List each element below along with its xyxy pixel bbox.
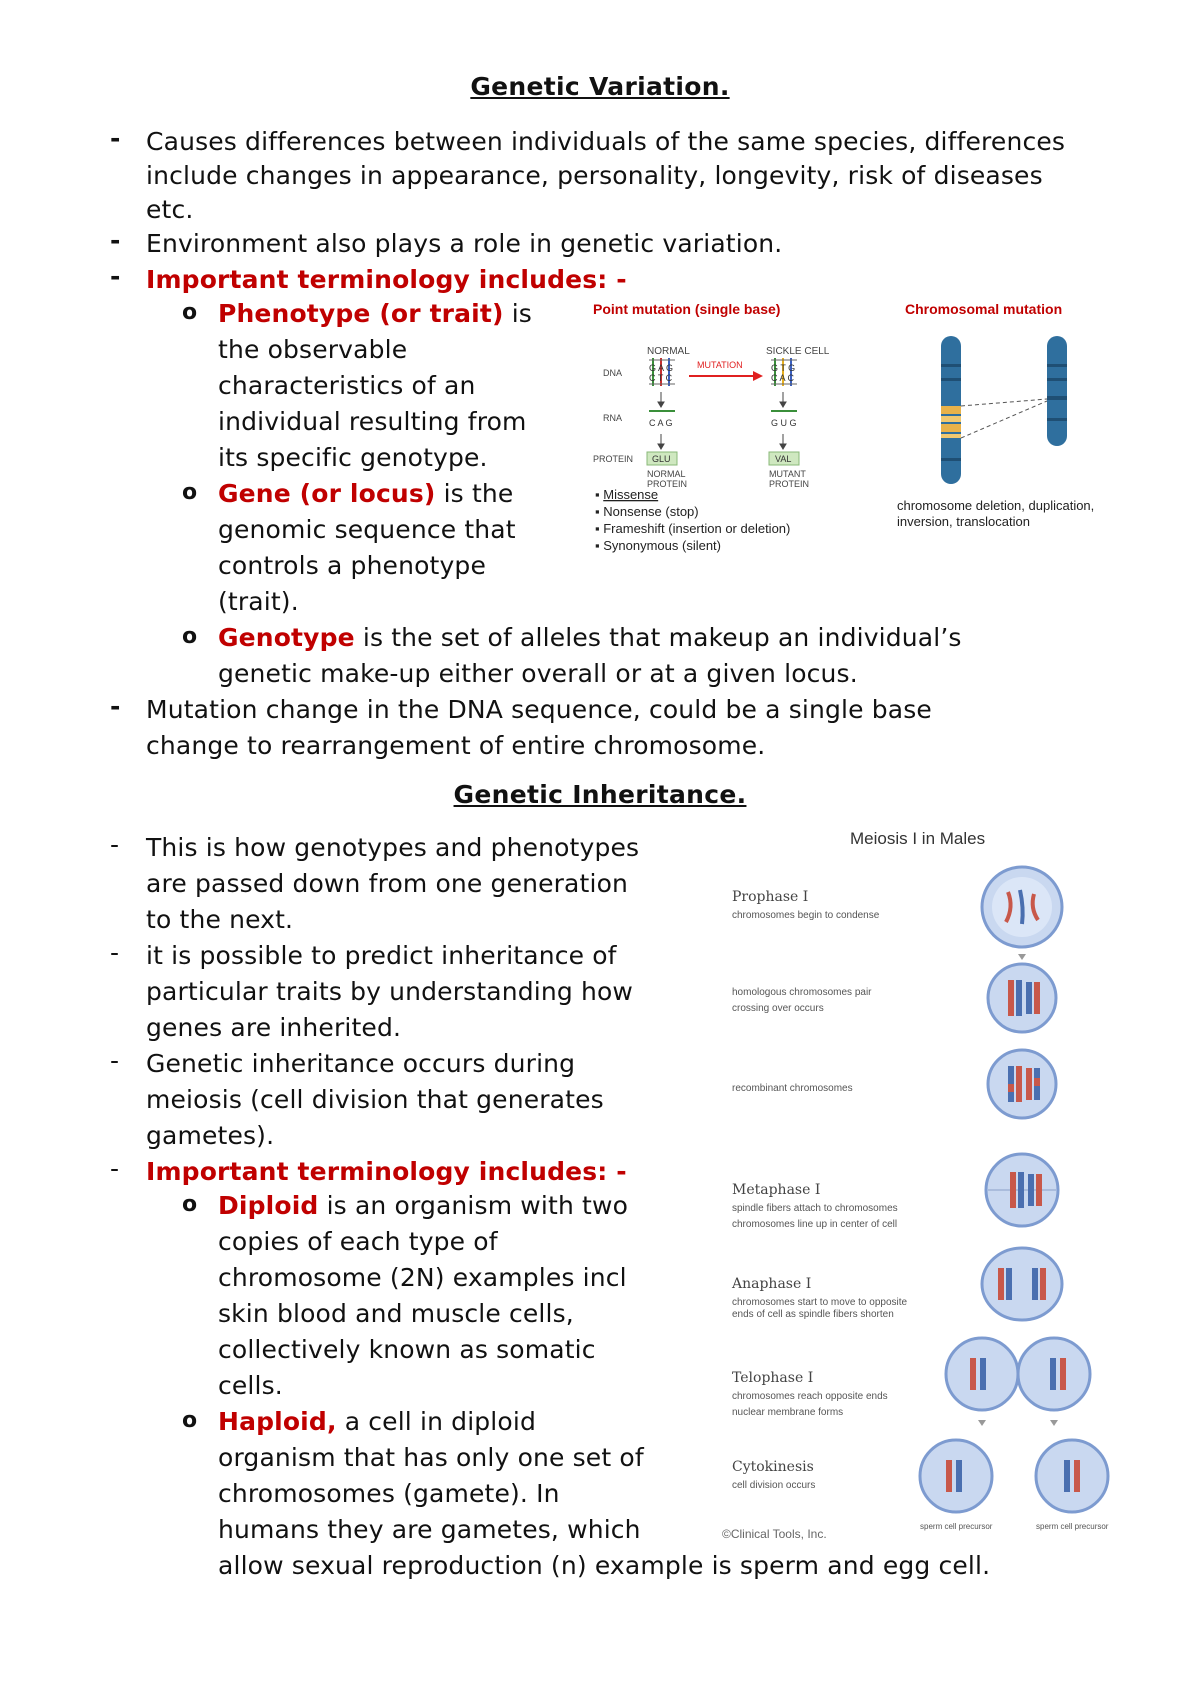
stage-description: chromosomes reach opposite ends [732, 1391, 888, 1402]
glu-label: GLU [652, 454, 671, 464]
definition-text: is an organism with two [318, 1191, 629, 1220]
paragraph-line: Environment also plays a role in genetic variation. [146, 229, 783, 258]
sub-bullet: o [182, 624, 198, 649]
bullet-dash: - [110, 124, 121, 153]
mutant-protein-label: PROTEIN [769, 479, 810, 489]
paragraph-line: meiosis (cell division that generates [146, 1085, 604, 1114]
paragraph-line: change to rearrangement of entire chromosome. [146, 731, 766, 760]
definition-line: skin blood and muscle cells, [218, 1299, 574, 1328]
dna-normal-top-strand: G A G [649, 363, 674, 373]
stage-description: chromosomes begin to condense [732, 910, 880, 921]
definition-first-line [218, 620, 962, 655]
definition-text: is the set of alleles that makeup an individual’s [354, 623, 962, 652]
definition-line: genomic sequence that [218, 515, 516, 544]
normal-protein-label: NORMAL [647, 469, 686, 479]
val-label: VAL [775, 454, 792, 464]
bullet-dash: - [110, 938, 120, 967]
rna-normal: C A G [649, 418, 673, 428]
definition-line: characteristics of an [218, 371, 476, 400]
stage-name: Prophase I [732, 889, 809, 905]
normal-label: NORMAL [647, 346, 690, 357]
definition-line: chromosome (2N) examples incl [218, 1263, 627, 1292]
paragraph-line: Mutation change in the DNA sequence, could be a single base [146, 695, 932, 724]
chromosome-right [1047, 336, 1067, 446]
deletion-guide-lines [961, 399, 1047, 438]
paragraph-line: are passed down from one generation [146, 869, 629, 898]
stage-description: nuclear membrane forms [732, 1407, 844, 1418]
mutation-arrow-icon [689, 371, 763, 381]
definition-first-line [218, 296, 532, 331]
stage-description: crossing over occurs [732, 1003, 824, 1014]
term-phenotype: Phenotype (or trait) [218, 299, 504, 328]
point-mutation-title: Point mutation (single base) [593, 301, 781, 317]
term-gene: Gene (or locus) [218, 479, 436, 508]
term-haploid: Haploid, [218, 1407, 337, 1436]
definition-first-line [218, 1404, 536, 1439]
stage-description: ends of cell as spindle fibers shorten [732, 1309, 894, 1320]
mutation-type-item: ▪ Frameshift (insertion or deletion) [595, 521, 791, 536]
sub-bullet: o [182, 480, 198, 505]
definition-line: the observable [218, 335, 408, 364]
down-arrow-icon [658, 392, 786, 449]
chromosomal-caption: inversion, translocation [897, 514, 1030, 529]
cell-sperm-precursor-left [920, 1440, 992, 1512]
stage-description: recombinant chromosomes [732, 1083, 853, 1094]
bullet-dash: - [110, 830, 120, 859]
bullet-dash: - [110, 1154, 120, 1183]
sperm-precursor-label: sperm cell precursor [920, 1522, 993, 1531]
cell-anaphase-graphic [982, 1248, 1062, 1320]
meiosis-title: Meiosis I in Males [850, 829, 986, 848]
term-genotype: Genotype [218, 623, 355, 652]
definition-line: humans they are gametes, which [218, 1515, 641, 1544]
row-label-dna: DNA [603, 368, 623, 378]
chromosomal-caption: chromosome deletion, duplication, [897, 498, 1095, 513]
row-label-rna: RNA [603, 413, 623, 423]
stage-description: chromosomes start to move to opposite [732, 1297, 908, 1308]
stage-name: Cytokinesis [732, 1459, 814, 1475]
definition-line: genetic make-up either overall or at a given locus. [218, 659, 858, 688]
definition-line: controls a phenotype [218, 551, 486, 580]
section-heading-inheritance: Genetic Inheritance. [453, 780, 747, 809]
terminology-label: Important terminology includes: - [146, 1157, 627, 1186]
definition-line: collectively known as somatic [218, 1335, 596, 1364]
sub-bullet: o [182, 1192, 198, 1217]
normal-protein-label: PROTEIN [647, 479, 688, 489]
stage-description: cell division occurs [732, 1480, 816, 1491]
bullet-dash: - [110, 262, 121, 291]
mutation-type-item: ▪ Synonymous (silent) [595, 538, 722, 553]
stage-name: Telophase I [732, 1370, 814, 1386]
cell-telophase-graphic [946, 1338, 1090, 1410]
paragraph-line: This is how genotypes and phenotypes [146, 833, 640, 862]
definition-line: chromosomes (gamete). In [218, 1479, 560, 1508]
figure-credit: ©Clinical Tools, Inc. [722, 1527, 827, 1541]
paragraph-line: include changes in appearance, personality, longevity, risk of diseases [146, 161, 1043, 190]
row-label-protein: PROTEIN [593, 454, 634, 464]
cell-metaphase-graphic [986, 1154, 1058, 1226]
sickle-cell-label: SICKLE CELL [766, 346, 830, 357]
mutation-arrow-label: MUTATION [697, 360, 743, 370]
down-arrow-icon [1018, 954, 1026, 960]
dna-sickle-top-strand: G T G [771, 363, 796, 373]
dna-normal-bottom-strand: C T C [649, 373, 673, 383]
stage-name: Anaphase I [732, 1276, 812, 1292]
definition-first-line [218, 476, 513, 511]
sub-bullet: o [182, 300, 198, 325]
cell-prophase-graphic [982, 867, 1062, 947]
down-arrow-icon [978, 1420, 1058, 1426]
meiosis-figure [720, 822, 1130, 1542]
section-heading-variation: Genetic Variation. [470, 72, 730, 101]
definition-text: is [503, 299, 532, 328]
paragraph-line: gametes). [146, 1121, 275, 1150]
mutation-type-item: ▪ Missense [595, 487, 659, 502]
stage-description: homologous chromosomes pair [732, 987, 872, 998]
paragraph-line: it is possible to predict inheritance of [146, 941, 617, 970]
bullet-dash: - [110, 226, 121, 255]
paragraph-line: particular traits by understanding how [146, 977, 633, 1006]
definition-line: organism that has only one set of [218, 1443, 644, 1472]
paragraph-line: etc. [146, 195, 194, 224]
mutation-type-item: ▪ Nonsense (stop) [595, 504, 699, 519]
stage-description: chromosomes line up in center of cell [732, 1219, 898, 1230]
mutant-protein-label: MUTANT [769, 469, 806, 479]
mutation-figure [585, 296, 1140, 558]
paragraph-line: Causes differences between individuals of the same species, differences [146, 127, 1066, 156]
definition-line: cells. [218, 1371, 283, 1400]
definition-line: individual resulting from [218, 407, 527, 436]
paragraph-line: to the next. [146, 905, 294, 934]
paragraph-line: genes are inherited. [146, 1013, 402, 1042]
paragraph-line: Genetic inheritance occurs during [146, 1049, 576, 1078]
stage-name: Metaphase I [732, 1182, 821, 1198]
bullet-dash: - [110, 692, 121, 721]
dna-sickle-bottom-strand: C A C [771, 373, 795, 383]
sperm-precursor-label: sperm cell precursor [1036, 1522, 1109, 1531]
term-diploid: Diploid [218, 1191, 319, 1220]
cell-pairing-graphic [988, 964, 1056, 1032]
definition-line: (trait). [218, 587, 299, 616]
definition-first-line [218, 1188, 628, 1223]
definition-line: its specific genotype. [218, 443, 488, 472]
bullet-dash: - [110, 1046, 120, 1075]
rna-sickle: G U G [771, 418, 797, 428]
definition-text: is the [435, 479, 514, 508]
definition-text: a cell in diploid [336, 1407, 536, 1436]
chromosome-left [941, 336, 961, 484]
sub-bullet: o [182, 1408, 198, 1433]
stage-description: spindle fibers attach to chromosomes [732, 1203, 898, 1214]
chromosomal-mutation-title: Chromosomal mutation [905, 301, 1063, 317]
cell-recombinant-graphic [988, 1050, 1056, 1118]
terminology-label: Important terminology includes: - [146, 265, 627, 294]
definition-line: copies of each type of [218, 1227, 498, 1256]
cell-sperm-precursor-right [1036, 1440, 1108, 1512]
definition-line: allow sexual reproduction (n) example is sperm and egg cell. [218, 1551, 991, 1580]
